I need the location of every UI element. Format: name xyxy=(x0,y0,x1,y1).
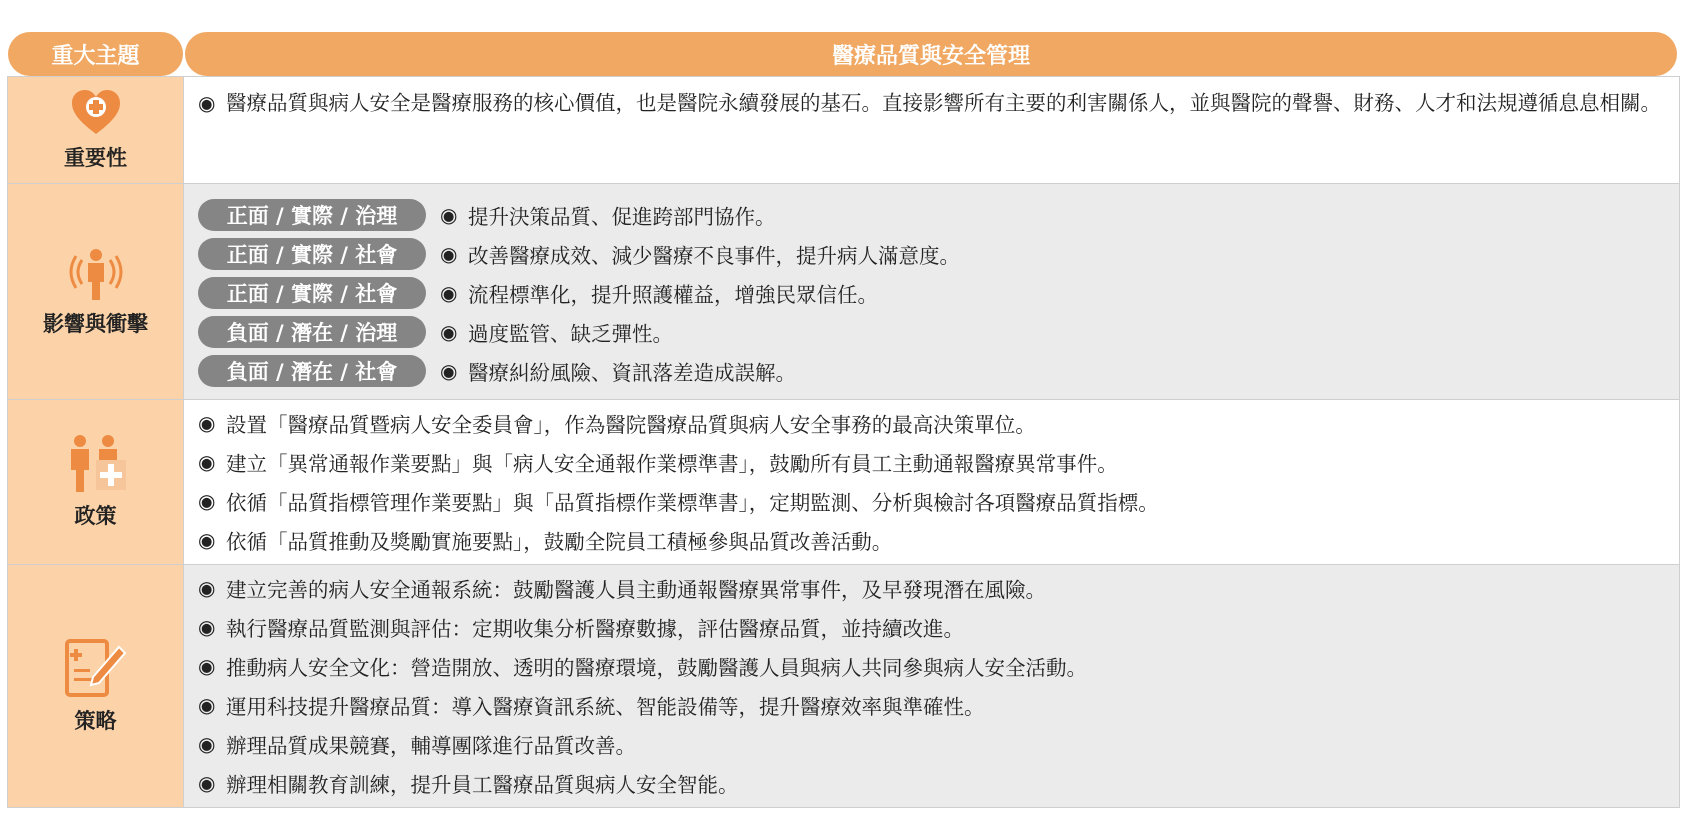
policy-text: 設置「醫療品質暨病人安全委員會」，作為醫院醫療品質與病人安全事務的最高決策單位。 xyxy=(226,412,1036,437)
row-impact xyxy=(8,183,1679,399)
impact-text: 提升決策品質、促進跨部門協作。 xyxy=(468,204,776,229)
strategy-text: 推動病人安全文化：營造開放、透明的醫療環境，鼓勵醫護人員與病人共同參與病人安全活動。 xyxy=(226,655,1087,680)
bullet-icon: ◉ xyxy=(440,319,458,344)
bullet-icon: ◉ xyxy=(198,91,216,115)
impact-item xyxy=(198,195,1667,234)
strategy-content xyxy=(184,565,1679,807)
strategy-text: 運用科技提升醫療品質：導入醫療資訊系統、智能設備等，提升醫療效率與準確性。 xyxy=(226,694,985,719)
impact-text: 過度監管、缺乏彈性。 xyxy=(468,321,673,346)
row-label-text: 重要性 xyxy=(64,146,127,170)
header-topic-title: 醫療品質與安全管理 xyxy=(185,32,1677,76)
policy-text: 建立「異常通報作業要點」與「病人安全通報作業標準書」，鼓勵所有員工主動通報醫療異常事件。 xyxy=(226,451,1118,476)
strategy-item xyxy=(198,763,1667,802)
row-label-text: 政策 xyxy=(74,504,117,528)
row-label-policy xyxy=(8,400,184,564)
policy-text: 依循「品質推動及獎勵實施要點」，鼓勵全院員工積極參與品質改善活動。 xyxy=(226,529,893,554)
policy-content xyxy=(184,400,1679,564)
row-label-importance xyxy=(8,77,184,183)
impact-tag: 負面 / 潛在 / 治理 xyxy=(198,316,426,348)
strategy-item xyxy=(198,685,1667,724)
policy-item xyxy=(198,520,1667,559)
topic-table xyxy=(7,76,1680,808)
policy-text: 依循「品質指標管理作業要點」與「品質指標作業標準書」，定期監測、分析與檢討各項醫療品質指標。 xyxy=(226,490,1159,515)
importance-content xyxy=(184,77,1679,183)
bullet-icon: ◉ xyxy=(198,614,216,639)
impact-item xyxy=(198,273,1667,312)
impact-item xyxy=(198,351,1667,390)
person-broadcast-icon xyxy=(68,246,124,302)
impact-tag: 正面 / 實際 / 社會 xyxy=(198,238,426,270)
bullet-icon: ◉ xyxy=(440,358,458,383)
strategy-item xyxy=(198,724,1667,763)
impact-text: 醫療糾紛風險、資訊落差造成誤解。 xyxy=(468,360,796,385)
strategy-text: 執行醫療品質監測與評估：定期收集分析醫療數據，評估醫療品質，並持續改進。 xyxy=(226,616,964,641)
row-strategy xyxy=(8,564,1679,807)
header-topic-label: 重大主題 xyxy=(8,32,183,76)
bullet-icon: ◉ xyxy=(198,770,216,795)
bullet-icon: ◉ xyxy=(440,241,458,266)
policy-item xyxy=(198,442,1667,481)
impact-text: 改善醫療成效、減少醫療不良事件，提升病人滿意度。 xyxy=(468,243,960,268)
strategy-text: 辦理相關教育訓練，提升員工醫療品質與病人安全智能。 xyxy=(226,772,739,797)
bullet-icon: ◉ xyxy=(440,280,458,305)
row-label-strategy xyxy=(8,565,184,807)
row-importance xyxy=(8,77,1679,183)
people-medical-icon xyxy=(66,434,126,494)
bullet-icon: ◉ xyxy=(198,449,216,474)
row-label-text: 策略 xyxy=(74,709,117,733)
bullet-icon: ◉ xyxy=(198,653,216,678)
bullet-icon: ◉ xyxy=(440,202,458,227)
bullet-icon: ◉ xyxy=(198,575,216,600)
bullet-icon: ◉ xyxy=(198,692,216,717)
impact-item xyxy=(198,234,1667,273)
bullet-icon: ◉ xyxy=(198,731,216,756)
row-policy xyxy=(8,399,1679,564)
strategy-item xyxy=(198,646,1667,685)
policy-item xyxy=(198,403,1667,442)
strategy-item xyxy=(198,568,1667,607)
row-label-impact xyxy=(8,184,184,399)
strategy-text: 辦理品質成果競賽，輔導團隊進行品質改善。 xyxy=(226,733,636,758)
impact-tag: 正面 / 實際 / 治理 xyxy=(198,199,426,231)
impact-item xyxy=(198,312,1667,351)
impact-text: 流程標準化，提升照護權益，增強民眾信任。 xyxy=(468,282,878,307)
strategy-item xyxy=(198,607,1667,646)
bullet-icon: ◉ xyxy=(198,527,216,552)
strategy-text: 建立完善的病人安全通報系統：鼓勵醫護人員主動通報醫療異常事件，及早發現潛在風險。 xyxy=(226,577,1046,602)
row-label-text: 影響與衝擊 xyxy=(43,311,148,336)
clipboard-pen-icon xyxy=(63,637,129,699)
impact-tag: 正面 / 實際 / 社會 xyxy=(198,277,426,309)
importance-text: 醫療品質與病人安全是醫療服務的核心價值，也是醫院永續發展的基石。直接影響所有主要的利害關係人，並與醫院的聲譽、財務、人才和法規遵循息息相關。 xyxy=(226,91,1661,115)
heart-cross-icon xyxy=(70,88,122,136)
impact-content xyxy=(184,184,1679,399)
impact-tag: 負面 / 潛在 / 社會 xyxy=(198,355,426,387)
policy-item xyxy=(198,481,1667,520)
bullet-icon: ◉ xyxy=(198,488,216,513)
bullet-icon: ◉ xyxy=(198,410,216,435)
